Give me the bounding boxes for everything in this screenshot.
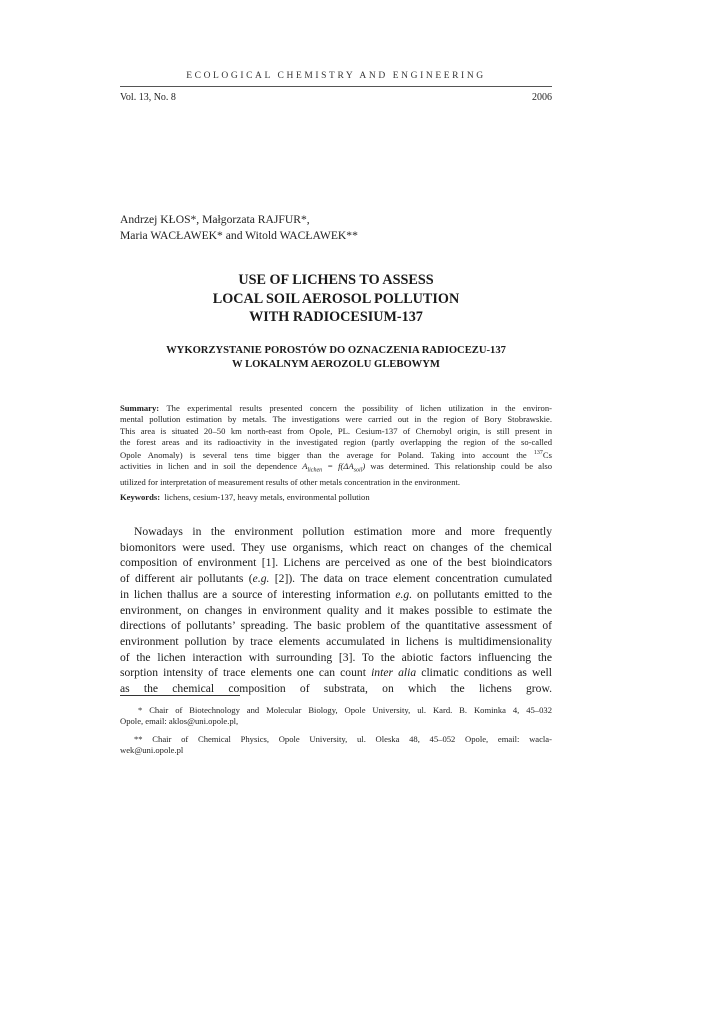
summary-line: Opole Anomaly) is several tens time bigger than the average for Poland. Taking into account the $^{137}$Cs bbox=[120, 450, 552, 461]
body-line: of different air pollutants (e.g. [2]). The data on trace element concentration cumulated bbox=[120, 572, 552, 586]
body-line: of the lichen interaction with surrounding [3]. To the abiotic factors influencing the bbox=[120, 650, 552, 664]
summary-line: the forest areas and its radioactivity in the investigated region (partly overlapping the region of the so-called bbox=[120, 436, 552, 447]
footnotes bbox=[120, 705, 552, 763]
paper-title bbox=[120, 271, 552, 327]
author-line: Maria WACŁAWEK* and Witold WACŁAWEK** bbox=[120, 229, 358, 242]
subtitle-line: W LOKALNYM AEROZOLU GLEBOWYM bbox=[232, 359, 440, 370]
body-line: environment, on changes in environment quality and it makes possible to estimate the bbox=[120, 603, 552, 617]
body-paragraph bbox=[120, 524, 552, 697]
isotope-symbol: Cs bbox=[542, 450, 552, 461]
summary-line: This area is situated 20–50 km north-east from Opole, PL. Cesium-137 of Chernobyl origin, is still present in bbox=[120, 425, 552, 436]
keywords-text: lichens, cesium-137, heavy metals, environmental pollution bbox=[164, 492, 370, 502]
isotope-mass-number: 137 bbox=[533, 450, 543, 457]
author-line: Andrzej KŁOS*, Małgorzata RAJFUR*, bbox=[120, 213, 310, 226]
volume-info: Vol. 13, No. 8 bbox=[120, 92, 176, 103]
keywords-label: Keywords: bbox=[120, 492, 161, 502]
footnote-line: * Chair of Biotechnology and Molecular Biology, Opole University, ul. Kard. B. Kominka 4, 45–032 bbox=[138, 705, 552, 715]
body-line: biomonitors were used. They use organisms, which react on changes of the chemical bbox=[120, 540, 552, 554]
footnote-affiliation-2 bbox=[120, 734, 552, 757]
summary-line: utilized for interpretation of measurement results of other metals concentration in the environment. bbox=[120, 477, 461, 488]
footnote-line: ** Chair of Chemical Physics, Opole University, ul. Oleska 48, 45–052 Opole, email: wacla- bbox=[134, 733, 552, 744]
paper-subtitle-polish bbox=[120, 344, 552, 372]
body-line: in lichen thallus are a source of interesting information e.g. on pollutants emitted to the bbox=[120, 587, 552, 601]
title-line: USE OF LICHENS TO ASSESS bbox=[238, 272, 434, 288]
summary-line: activities in lichen and in soil the dependence $A_{lichen} = f(\Delta A_{soil})$ was determined. This relationship could be also bbox=[120, 461, 552, 475]
journal-running-head: ECOLOGICAL CHEMISTRY AND ENGINEERING bbox=[186, 71, 486, 81]
summary-label: Summary: bbox=[120, 403, 160, 413]
title-line: LOCAL SOIL AEROSOL POLLUTION bbox=[212, 290, 460, 307]
footnote-line: wek@uni.opole.pl bbox=[120, 745, 184, 756]
publication-year: 2006 bbox=[532, 92, 552, 103]
body-line: sorption intensity of trace elements one can count inter alia climatic conditions as well bbox=[120, 666, 552, 680]
footnote-rule bbox=[120, 695, 240, 696]
title-line: WITH RADIOCESIUM-137 bbox=[249, 309, 423, 325]
body-line: Nowadays in the environment pollution estimation more and more frequently bbox=[134, 525, 552, 538]
body-line: directions of pollutants’ spreading. The basic problem of the quantitative assessment of bbox=[120, 619, 552, 633]
header-rule bbox=[120, 86, 552, 87]
keywords bbox=[120, 492, 552, 503]
footnote-line: Opole, email: aklos@uni.opole.pl, bbox=[120, 716, 239, 727]
footnote-affiliation-1 bbox=[120, 705, 552, 728]
summary-line: Summary: The experimental results presented concern the possibility of lichen utilization in the environ- bbox=[120, 403, 552, 413]
subtitle-line: WYKORZYSTANIE POROSTÓW DO OZNACZENIA RADIOCEZU-137 bbox=[166, 345, 506, 356]
summary-line: mental pollution estimation by metals. The investigations were carried out in the region of Bory Stobrawskie. bbox=[120, 414, 552, 425]
formula: $A_{lichen} = f(\Delta A_{soil})$ bbox=[302, 461, 366, 475]
body-line: environment pollution by trace elements accumulated in lichens is multidimensionality bbox=[120, 634, 552, 648]
body-line: as the chemical composition of substrata, on which the lichens grow. bbox=[120, 682, 552, 696]
author-list bbox=[120, 212, 552, 244]
body-line: composition of environment [1]. Lichens are perceived as one of the best bioindicators bbox=[120, 556, 552, 570]
summary-abstract bbox=[120, 403, 552, 489]
